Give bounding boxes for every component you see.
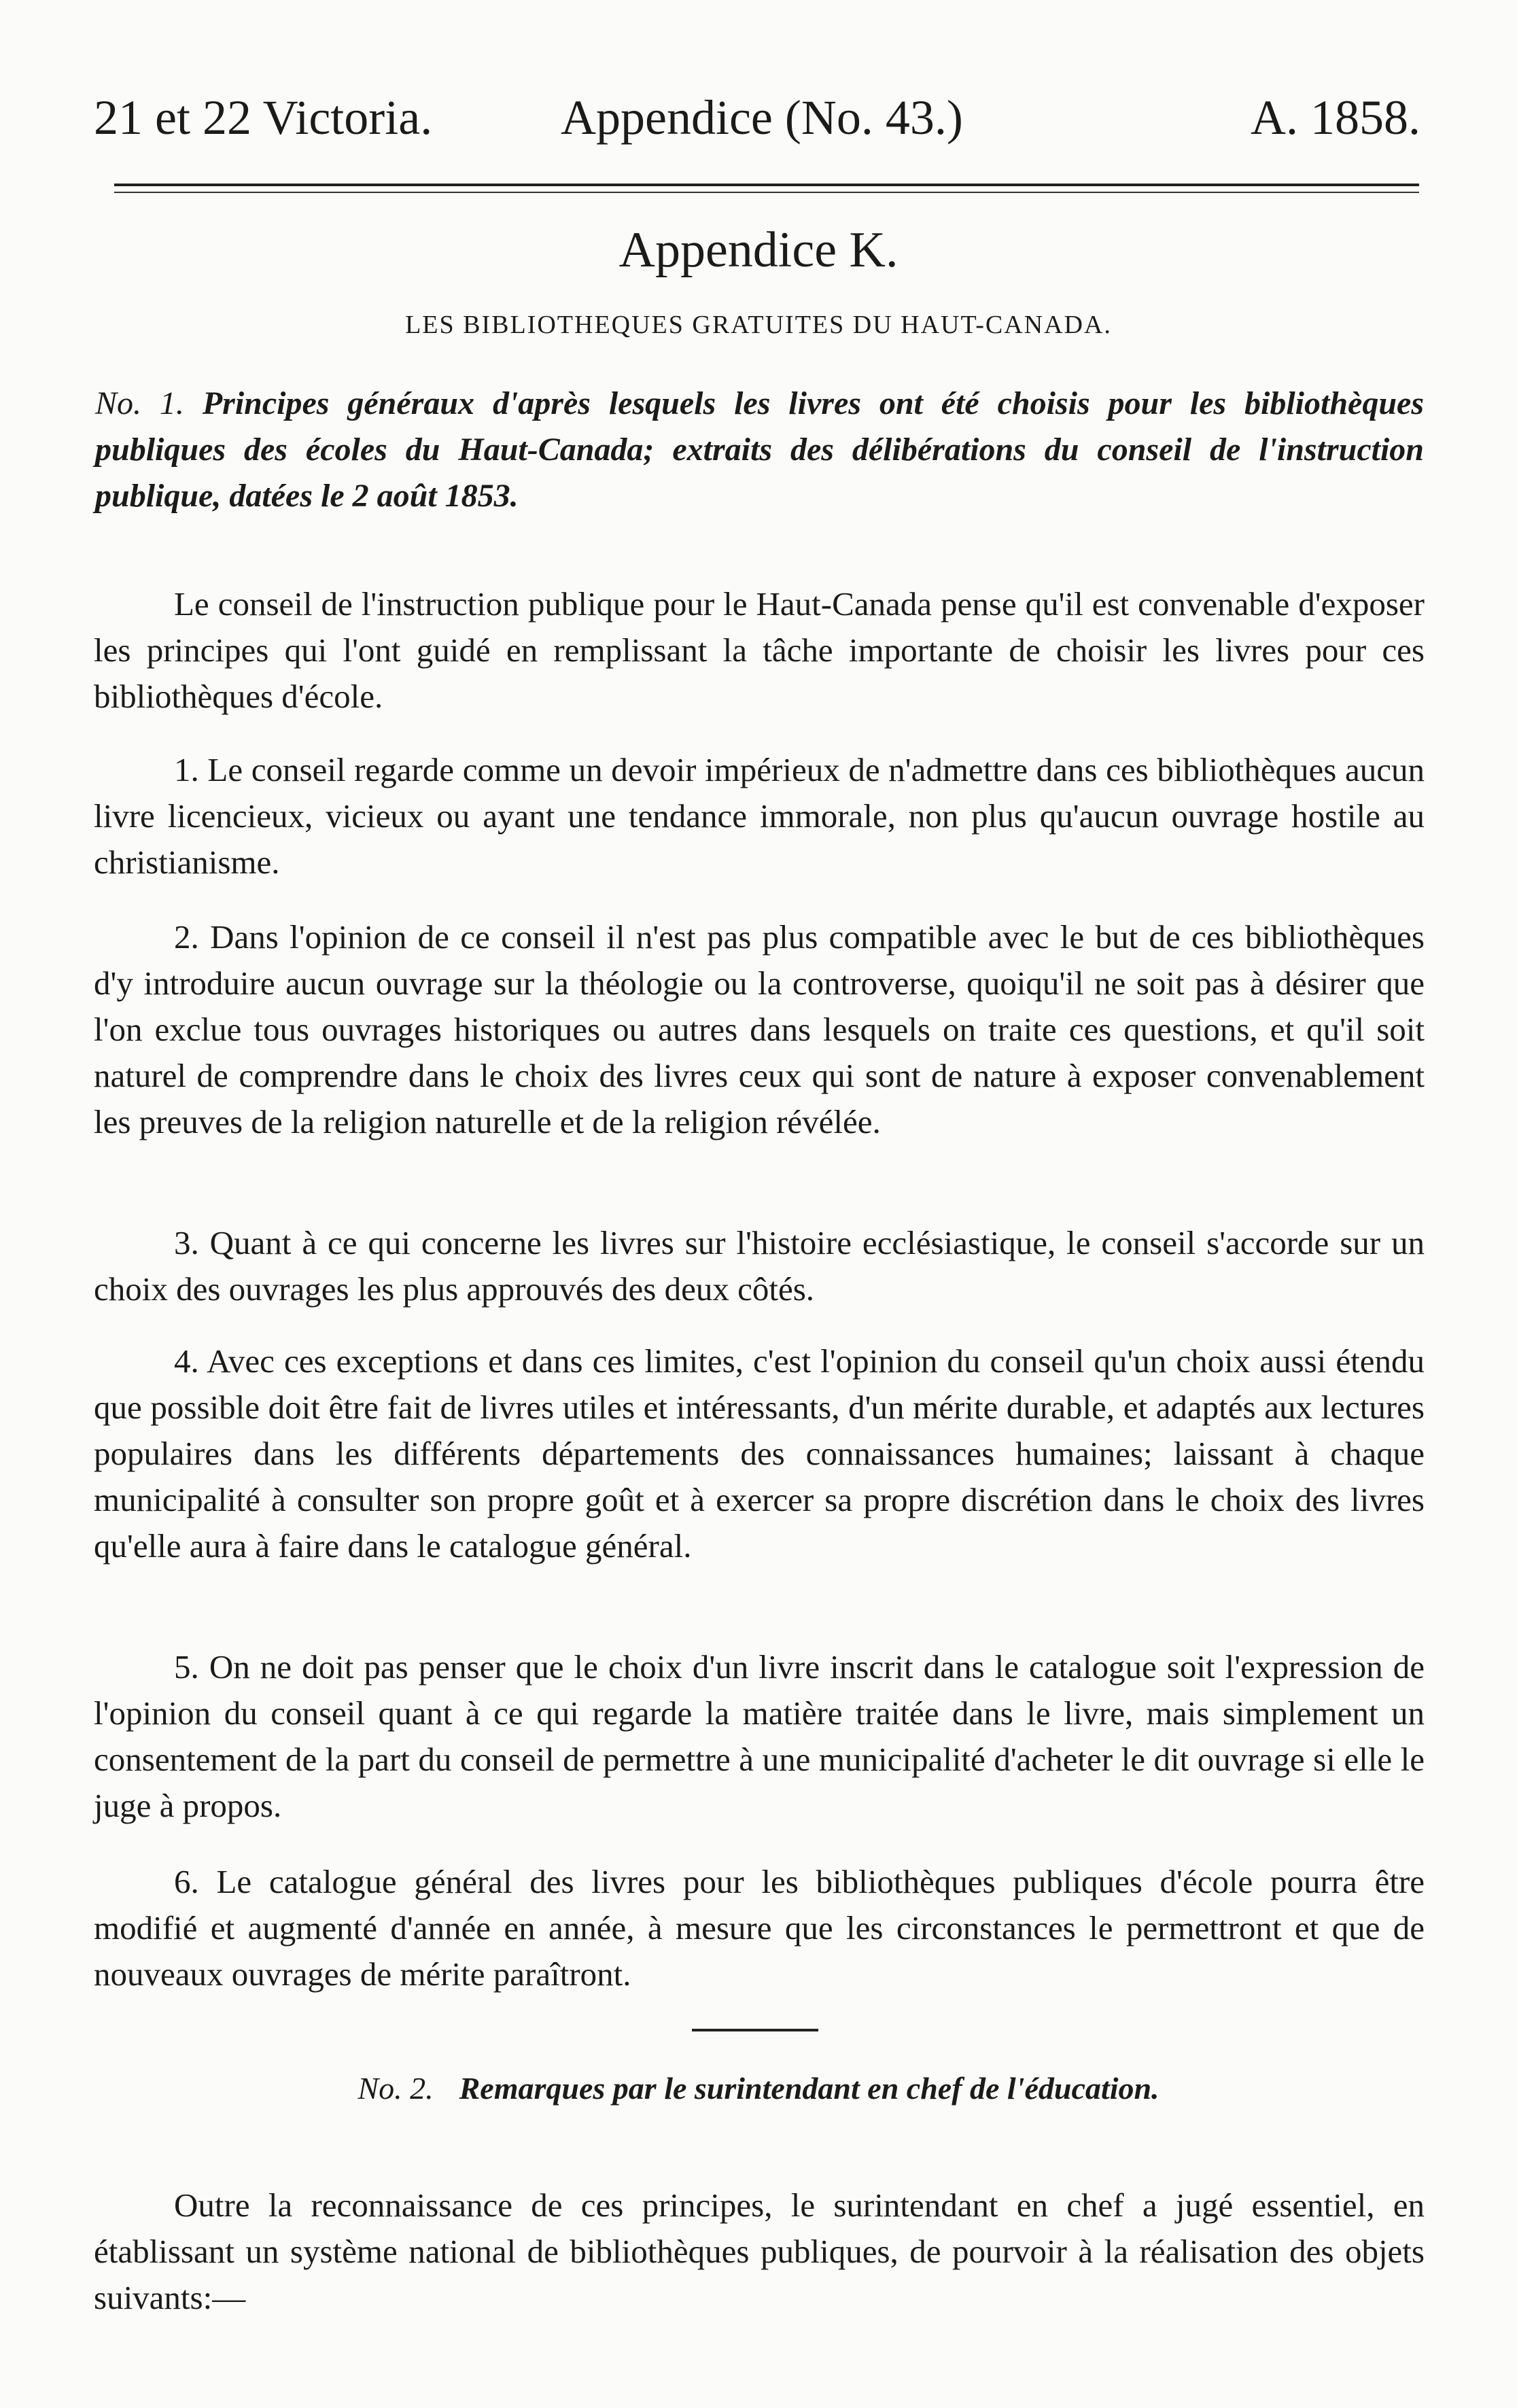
header-rule-thin <box>114 192 1419 193</box>
section-2-number: No. 2. <box>358 2071 434 2106</box>
running-header <box>88 87 1420 148</box>
section-2-heading <box>0 2066 1517 2111</box>
header-center: Appendice (No. 43.) <box>561 90 963 145</box>
paragraph-6: 6. Le catalogue général des livres pour les bibliothèques publiques d'école pourra être modifié et augmenté d'année en année, à mesure que les circonstances le permettront et que de nouveaux ouvrages de mérite paraîtront. <box>94 1863 1425 1993</box>
section-1-heading <box>95 381 1424 519</box>
paragraph-7: Outre la reconnaissance de ces principes, le surintendant en chef a jugé essentiel, en établissant un système national de bibliothèques publiques, de pourvoir à la réalisation des objets suivants:— <box>94 2186 1425 2316</box>
page-subtitle: LES BIBLIOTHEQUES GRATUITES DU HAUT-CANADA. <box>405 311 1112 339</box>
paragraph-2: 2. Dans l'opinion de ce conseil il n'est pas plus compatible avec le but de ces bibliothèques d'y introduire aucun ouvrage sur la théologie ou la controverse, quoiqu'il ne soit pas à désirer que l'on exclue tous ouvrages historiques ou autres dans lesquels on traite ces questions, et qu'il soit naturel de comprendre dans le choix des livres ceux qui sont de nature à exposer convenablement les preuves de la religion naturelle et de la religion révélée. <box>94 918 1425 1140</box>
paragraph-5: 5. On ne doit pas penser que le choix d'un livre inscrit dans le catalogue soit l'expression de l'opinion du conseil quant à ce qui regarde la matière traitée dans le livre, mais simplement un consentement de la part du conseil de permettre à une municipalité d'acheter le dit ouvrage si elle le juge à propos. <box>94 1648 1425 1824</box>
paragraph-3: 3. Quant à ce qui concerne les livres sur l'histoire ecclésiastique, le conseil s'accorde sur un choix des ouvrages les plus approuvés des deux côtés. <box>94 1224 1425 1308</box>
section-divider <box>692 2029 818 2031</box>
section-1-number: No. 1. <box>95 385 184 421</box>
section-1-heading-text: Principes généraux d'après lesquels les livres ont été choisis pour les bibliothèques publiques des écoles du Haut-Canada; extraits des délibérations du conseil de l'instruction publique, datées le 2 août 1853. <box>95 385 1425 514</box>
header-left: 21 et 22 Victoria. <box>94 90 433 145</box>
section-2-heading-text: Remarques par le surintendant en chef de l'éducation. <box>459 2071 1159 2106</box>
page-title: Appendice K. <box>618 222 899 278</box>
paragraph-4: 4. Avec ces exceptions et dans ces limites, c'est l'opinion du conseil qu'un choix aussi étendu que possible doit être fait de livres utiles et intéressants, d'un mérite durable, et adaptés aux lectures populaires dans les différents départements des connaissances humaines; laissant à chaque municipalité à consulter son propre goût et à exercer sa propre discrétion dans le choix des livres qu'elle aura à faire dans le catalogue général. <box>94 1342 1425 1565</box>
paragraph-intro: Le conseil de l'instruction publique pour le Haut-Canada pense qu'il est convenable d'exposer les principes qui l'ont guidé en remplissant la tâche importante de choisir les livres pour ces bibliothèques d'école. <box>94 585 1425 715</box>
header-right: A. 1858. <box>1251 90 1420 145</box>
header-rule <box>114 184 1419 186</box>
paragraph-1: 1. Le conseil regarde comme un devoir impérieux de n'admettre dans ces bibliothèques aucun livre licencieux, vicieux ou ayant une tendance immorale, non plus qu'aucun ouvrage hostile au christianisme. <box>94 751 1425 881</box>
